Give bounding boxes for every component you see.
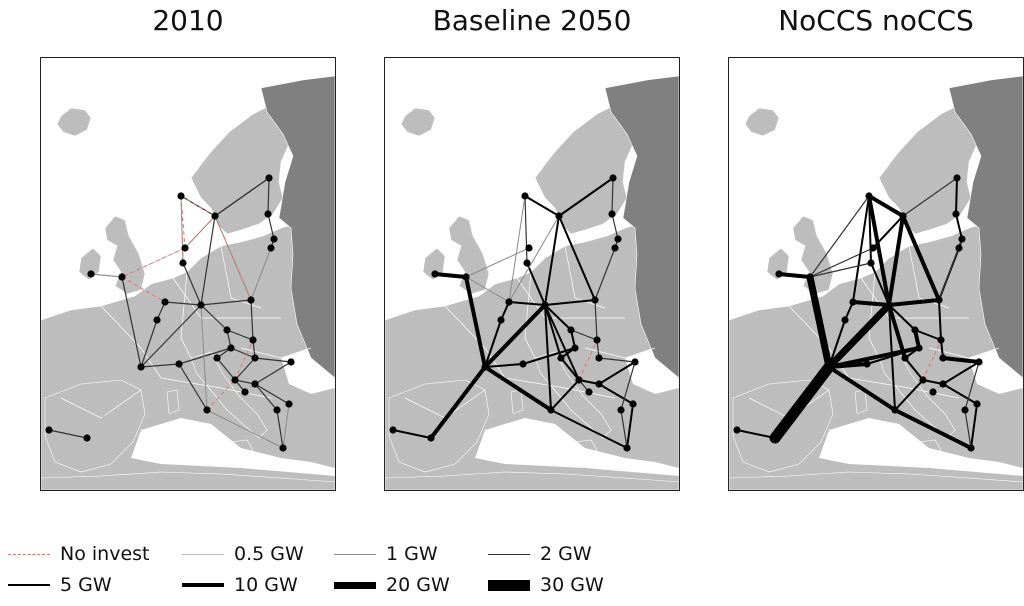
node-FR (137, 363, 144, 370)
legend-swatch-30gw (488, 580, 530, 591)
legend-2gw (488, 542, 592, 566)
node-NL (849, 298, 856, 305)
node-SI (557, 354, 564, 361)
node-HR (231, 376, 238, 383)
node-DK (867, 259, 874, 266)
node-HR (575, 376, 582, 383)
link-EE-FI (956, 178, 957, 214)
node-ES (771, 434, 778, 441)
map-panel-2010 (40, 57, 336, 491)
land-sardinia (511, 390, 523, 414)
node-SI (213, 354, 220, 361)
node-BG (629, 400, 636, 407)
legend-5gw (8, 573, 112, 597)
node-BG (285, 400, 292, 407)
land-iceland (57, 108, 91, 136)
node-PL (591, 296, 598, 303)
node-SCT (177, 192, 184, 199)
link-DK-SCT (525, 196, 527, 263)
legend-10gw (182, 573, 298, 597)
legend-label: 10 GW (234, 574, 298, 596)
node-SK (249, 336, 256, 343)
node-PT (45, 426, 52, 433)
node-CZ (567, 326, 574, 333)
node-RS (251, 380, 258, 387)
legend-swatch-20gw (334, 582, 376, 589)
node-MK (273, 406, 280, 413)
node-LT (267, 244, 274, 251)
legend-swatch-2gw (488, 554, 530, 555)
node-GB (118, 273, 125, 280)
land-sardinia (855, 390, 867, 414)
node-MK (961, 406, 968, 413)
legend-swatch-10gw (182, 583, 224, 587)
node-PT (733, 426, 740, 433)
node-PL (247, 296, 254, 303)
node-HU (939, 354, 946, 361)
node-DK (179, 259, 186, 266)
node-HR (919, 376, 926, 383)
node-RS (939, 380, 946, 387)
legend-swatch-no-invest (8, 554, 50, 555)
node-SK (937, 336, 944, 343)
node-BA (929, 388, 936, 395)
node-FR (481, 363, 488, 370)
land-great-britain (105, 216, 145, 294)
legend-20gw (334, 573, 450, 597)
node-NO (181, 244, 188, 251)
land-iceland (401, 108, 435, 136)
legend-30gw (488, 573, 604, 597)
node-ES (427, 434, 434, 441)
node-SCT (521, 192, 528, 199)
node-PT (389, 426, 396, 433)
node-LV (958, 235, 965, 242)
node-DE (541, 301, 548, 308)
node-SE (899, 212, 906, 219)
node-BG (973, 400, 980, 407)
legend-label: 0.5 GW (234, 543, 304, 565)
node-LV (270, 235, 277, 242)
node-RS (595, 380, 602, 387)
panel-title-2010: 2010 (152, 4, 224, 37)
node-BE (497, 316, 504, 323)
node-BA (241, 388, 248, 395)
node-SE (211, 212, 218, 219)
node-NL (505, 298, 512, 305)
node-DK (523, 259, 530, 266)
map-baseline-2050 (385, 58, 679, 490)
node-BA (585, 388, 592, 395)
node-EE (952, 210, 959, 217)
node-CZ (911, 326, 918, 333)
link-IS-GB (91, 274, 122, 277)
node-GB (462, 273, 469, 280)
node-LV (614, 235, 621, 242)
node-RO (631, 358, 638, 365)
legend-label: 30 GW (540, 574, 604, 596)
node-RO (975, 358, 982, 365)
node-GR (967, 444, 974, 451)
node-GR (279, 444, 286, 451)
node-SI (901, 354, 908, 361)
legend-label: No invest (60, 543, 150, 565)
panel-title-baseline-2050: Baseline 2050 (432, 4, 632, 37)
node-DE (197, 301, 204, 308)
node-ES (83, 434, 90, 441)
node-EE (264, 210, 271, 217)
node-BE (153, 316, 160, 323)
map-panel-noccs (728, 57, 1024, 491)
node-PL (935, 296, 942, 303)
legend-swatch-5gw (8, 584, 50, 586)
link-GB-IS (779, 274, 810, 277)
node-IT (891, 406, 898, 413)
node-DE (885, 301, 892, 308)
node-RO (287, 358, 294, 365)
node-GB (806, 273, 813, 280)
panel-title-noccs: NoCCS noCCS (778, 4, 974, 37)
legend-label: 1 GW (386, 543, 438, 565)
node-SCT (865, 192, 872, 199)
map-noccs (729, 58, 1023, 490)
node-MK (617, 406, 624, 413)
legend-0-5gw (182, 542, 304, 566)
node-NL (161, 298, 168, 305)
node-FI (265, 174, 272, 181)
node-AT (571, 344, 578, 351)
node-BE (841, 316, 848, 323)
node-IS (431, 270, 438, 277)
link-GB-SCT (810, 196, 869, 277)
node-HU (595, 354, 602, 361)
node-NO (525, 244, 532, 251)
legend-no-invest (8, 542, 149, 566)
node-NO (869, 244, 876, 251)
map-2010 (41, 58, 335, 490)
land-sardinia (167, 390, 179, 414)
node-GR (623, 444, 630, 451)
node-CH (863, 360, 870, 367)
legend-label: 2 GW (540, 543, 592, 565)
node-AT (227, 344, 234, 351)
legend-label: 20 GW (386, 574, 450, 596)
node-IT (203, 406, 210, 413)
map-panel-baseline-2050 (384, 57, 680, 491)
node-IT (547, 406, 554, 413)
node-AT (915, 344, 922, 351)
node-CH (175, 360, 182, 367)
link-GB-IS (435, 274, 466, 277)
node-HU (251, 354, 258, 361)
node-FI (953, 174, 960, 181)
node-CH (519, 360, 526, 367)
legend-1gw (334, 542, 438, 566)
node-LT (955, 244, 962, 251)
node-SK (593, 336, 600, 343)
node-IS (87, 270, 94, 277)
legend-swatch-1gw (334, 554, 376, 555)
node-LT (611, 244, 618, 251)
node-EE (608, 210, 615, 217)
legend-swatch-0-5gw (182, 554, 224, 555)
legend-label: 5 GW (60, 574, 112, 596)
node-IS (775, 270, 782, 277)
node-SE (555, 212, 562, 219)
node-CZ (223, 326, 230, 333)
land-iceland (745, 108, 779, 136)
node-FI (609, 174, 616, 181)
node-FR (825, 363, 832, 370)
